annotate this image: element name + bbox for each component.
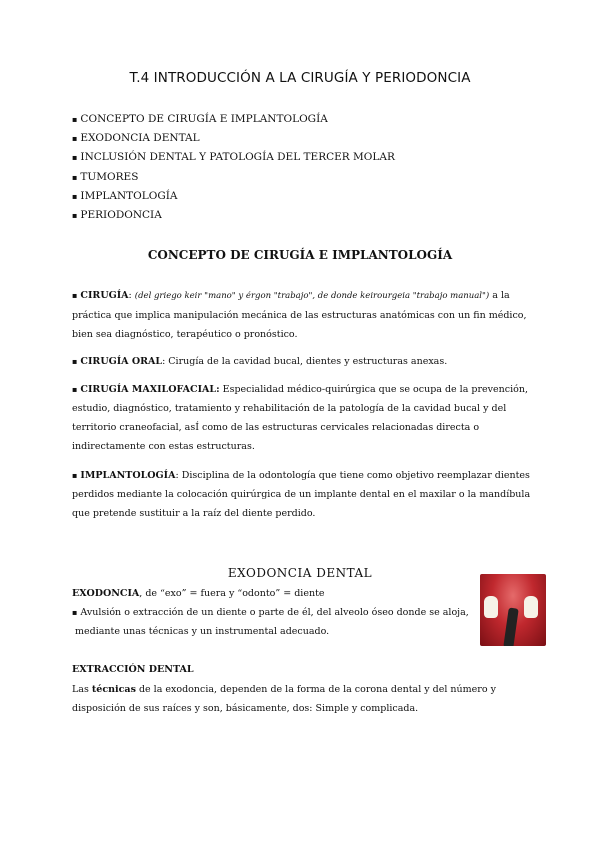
- topic-list: [72, 110, 395, 225]
- text-las: Las: [72, 684, 89, 695]
- exodoncia-definition: [72, 584, 532, 603]
- definition: , de “exo” = fuera y “odonto” = diente: [139, 588, 325, 599]
- term-implantologia: IMPLANTOLOGÍA: [80, 470, 176, 481]
- term-tecnicas: técnicas: [91, 684, 136, 695]
- avulsion-line-2: mediante unas técnicas y un instrumental adecuado.: [75, 626, 330, 637]
- paragraph-maxilofacial: [72, 380, 532, 456]
- list-item: ▪ IMPLANTOLOGÍA: [72, 187, 395, 206]
- list-item: ▪ PERIODONCIA: [72, 206, 395, 225]
- avulsion-line: [72, 603, 472, 622]
- definition: : Cirugía de la cavidad bucal, dientes y estructuras anexas.: [162, 356, 448, 367]
- bullet-icon: ▪: [72, 291, 78, 300]
- paragraph-cirugia-oral: [72, 352, 532, 371]
- list-item: ▪ CONCEPTO DE CIRUGÍA E IMPLANTOLOGÍA: [72, 110, 395, 129]
- section-heading-exodoncia: EXODONCIA DENTAL: [227, 566, 373, 580]
- tooth-shape: [524, 596, 538, 618]
- extraccion-paragraph: [72, 680, 532, 718]
- definition: : Disciplina de la odontología que tiene como objetivo reemplazar dientes perdidos mediante la colocación quirúrgica de un implante dental en el maxilar o la mandíbula que pretende sustituir a la raíz del diente perdido.: [72, 470, 531, 519]
- bullet-icon: ▪: [72, 608, 78, 617]
- extraccion-heading: EXTRACCIÓN DENTAL: [72, 664, 194, 675]
- term-maxilofacial: CIRUGÍA MAXILOFACIAL:: [80, 384, 220, 395]
- term-cirugia: CIRUGÍA: [80, 290, 129, 301]
- definition: Especialidad médico-quirúrgica que se ocupa de la prevención, estudio, diagnóstico, tratamiento y rehabilitación de la patología de la cavidad bucal y del territorio craneofacial, asÍ como de las estructuras cervicales relacionadas directa o indirectamente con estas estructuras.: [72, 384, 528, 452]
- definition: a la práctica que implica manipulación mecánica de las estructuras anatómicas con un fin médico, bien sea diagnóstico, terapéutico o pronóstico.: [72, 290, 527, 340]
- section-heading-concepto: CONCEPTO DE CIRUGÍA E IMPLANTOLOGÍA: [147, 248, 453, 262]
- paragraph-cirugia: ▪ CIRUGÍA: (del griego keir "mano" y érgon "trabajo", de donde keirourgeia "trabajo manual") a la práctica que implica manipulación mecánica de las estructuras anatómicas con un fin médico, bien sea diagnóstico, terapéutico o pronóstico.: [72, 290, 527, 340]
- list-item: ▪ EXODONCIA DENTAL: [72, 129, 395, 148]
- bullet-icon: ▪: [72, 471, 78, 480]
- tooth-shape: [484, 596, 498, 618]
- etymology: (del griego keir "mano" y érgon "trabajo", de donde keirourgeia "trabajo manual"): [134, 291, 490, 301]
- forceps-instrument: [503, 607, 518, 646]
- bullet-icon: ▪: [72, 385, 78, 394]
- term-cirugia-oral: CIRUGÍA ORAL: [80, 356, 163, 367]
- list-item: ▪ INCLUSIÓN DENTAL Y PATOLOGÍA DEL TERCER MOLAR: [72, 148, 395, 167]
- page-title: T.4 INTRODUCCIÓN A LA CIRUGÍA Y PERIODONCIA: [129, 70, 471, 86]
- bullet-icon: ▪: [72, 357, 78, 366]
- list-item: ▪ TUMORES: [72, 168, 395, 187]
- paragraph-implantologia: [72, 466, 532, 523]
- extraccion-text: de la exodoncia, dependen de la forma de la corona dental y del número y disposición de sus raíces y son, básicamente, dos: Simple y complicada.: [72, 684, 496, 714]
- avulsion-text: Avulsión o extracción de un diente o parte de él, del alveolo óseo donde se aloja,: [80, 607, 469, 618]
- term-exodoncia: EXODONCIA: [72, 588, 140, 599]
- dental-extraction-photo: [480, 574, 546, 646]
